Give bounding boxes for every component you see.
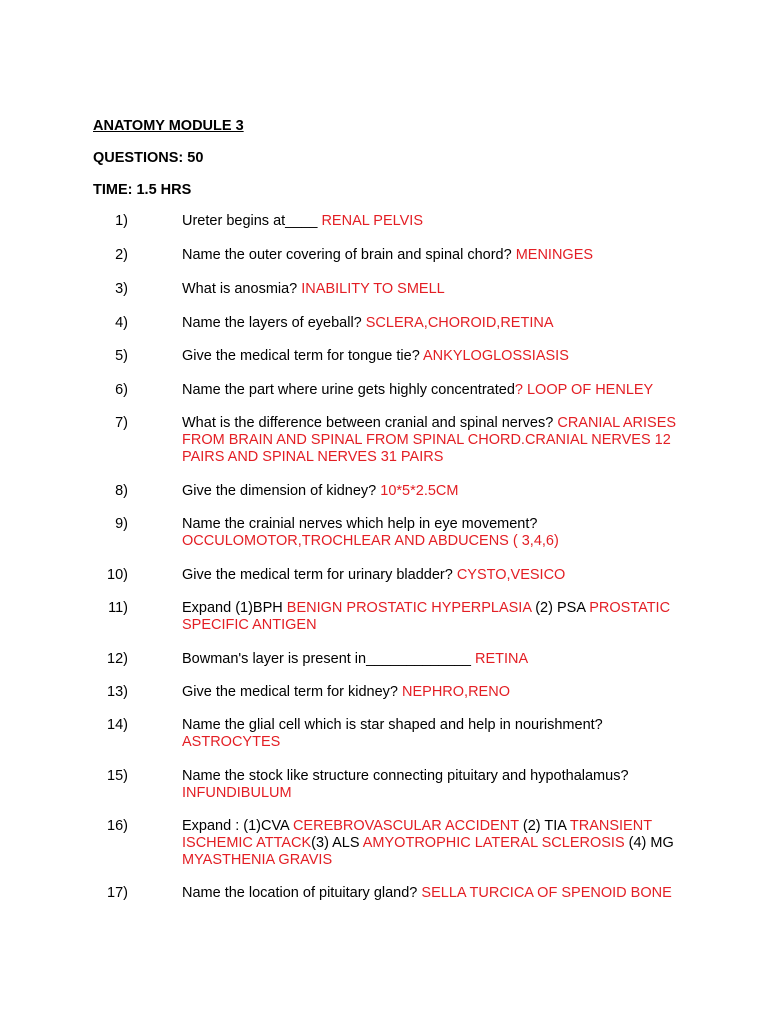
question-number: 15) xyxy=(107,768,128,784)
question-number: 13) xyxy=(107,684,128,700)
answer-text: INFUNDIBULUM xyxy=(182,785,292,801)
answer-text: RETINA xyxy=(474,651,529,667)
answer-text: ANKYLOGLOSSIASIS xyxy=(423,348,569,364)
question-prompt: Name the part where urine gets highly concentrated xyxy=(182,382,515,398)
question-text xyxy=(182,516,702,550)
question-prompt: Expand : (1)CVA xyxy=(182,818,293,834)
question-number: 5) xyxy=(115,348,128,364)
question-number: 6) xyxy=(115,382,128,398)
question-number: 9) xyxy=(115,516,128,532)
answer-text: BENIGN PROSTATIC HYPERPLASIA xyxy=(286,600,532,616)
question-prompt: (4) MG xyxy=(624,835,674,851)
question-prompt: What is the difference between cranial and spinal nerves? xyxy=(182,415,558,431)
answer-text: INABILITY TO SMELL xyxy=(301,281,445,297)
answer-text: SCLERA,CHOROID,RETINA xyxy=(365,315,554,331)
questions-count: QUESTIONS: 50 xyxy=(93,150,204,166)
question-prompt: Expand (1)BPH xyxy=(182,600,287,616)
question-text xyxy=(182,818,702,869)
answer-text: TRANSIENT ISCHEMIC ATTACK xyxy=(182,818,652,851)
question-text xyxy=(182,768,702,802)
question-text xyxy=(182,717,702,751)
question-text xyxy=(182,651,702,668)
question-text xyxy=(182,885,702,902)
question-number: 11) xyxy=(108,600,128,616)
question-prompt: Bowman's layer is present in_____________ xyxy=(182,651,475,667)
question-text xyxy=(182,600,702,634)
question-prompt: Name the layers of eyeball? xyxy=(182,315,366,331)
answer-text: NEPHRO,RENO xyxy=(402,684,510,700)
answer-text: PROSTATIC SPECIFIC ANTIGEN xyxy=(182,600,671,633)
answer-text: AMYOTROPHIC LATERAL SCLEROSIS xyxy=(362,835,625,851)
question-prompt: Give the dimension of kidney? xyxy=(182,483,381,499)
question-prompt: (2) PSA xyxy=(531,600,590,616)
question-prompt: What is anosmia? xyxy=(182,281,302,297)
question-prompt: (2) TIA xyxy=(518,818,570,834)
answer-text: 10*5*2.5CM xyxy=(380,483,459,499)
question-prompt: Name the outer covering of brain and spinal chord? xyxy=(182,247,516,263)
question-prompt: Name the stock like structure connecting pituitary and hypothalamus? xyxy=(182,768,629,784)
answer-text: CYSTO,VESICO xyxy=(456,567,566,583)
answer-text: SELLA TURCICA OF SPENOID BONE xyxy=(421,885,672,901)
time-limit: TIME: 1.5 HRS xyxy=(93,182,192,198)
answer-text: CRANIAL ARISES FROM BRAIN AND SPINAL FROM SPINAL CHORD.CRANIAL NERVES 12 PAIRS AND SPINAL NERVES 31 PAIRS xyxy=(182,415,677,465)
answer-text: MENINGES xyxy=(515,247,594,263)
question-number: 14) xyxy=(107,717,128,733)
question-text xyxy=(182,348,702,365)
question-number: 12) xyxy=(107,651,128,667)
question-number: 1) xyxy=(115,213,128,229)
question-prompt: Give the medical term for kidney? xyxy=(182,684,403,700)
answer-text: RENAL PELVIS xyxy=(321,213,423,229)
question-prompt: Name the crainial nerves which help in eye movement? xyxy=(182,516,538,532)
question-prompt: Give the medical term for tongue tie? xyxy=(182,348,423,364)
question-text xyxy=(182,382,702,399)
question-text xyxy=(182,213,702,230)
question-prompt: Ureter begins at____ xyxy=(182,213,322,229)
question-number: 7) xyxy=(115,415,128,431)
question-number: 4) xyxy=(115,315,128,331)
question-text xyxy=(182,281,702,298)
question-prompt: (3) ALS xyxy=(311,835,363,851)
question-number: 16) xyxy=(107,818,128,834)
question-text xyxy=(182,315,702,332)
answer-text: ASTROCYTES xyxy=(182,734,281,750)
answer-text: OCCULOMOTOR,TROCHLEAR AND ABDUCENS ( 3,4,6) xyxy=(182,533,559,549)
answer-text: MYASTHENIA GRAVIS xyxy=(182,852,333,868)
question-text xyxy=(182,483,702,500)
question-number: 3) xyxy=(115,281,128,297)
question-number: 17) xyxy=(107,885,128,901)
question-text xyxy=(182,567,702,584)
question-text xyxy=(182,684,702,701)
question-text xyxy=(182,415,702,466)
answer-text: CEREBROVASCULAR ACCIDENT xyxy=(292,818,519,834)
question-prompt: Give the medical term for urinary bladder? xyxy=(182,567,457,583)
question-prompt: Name the glial cell which is star shaped and help in nourishment? xyxy=(182,717,603,733)
question-number: 8) xyxy=(115,483,128,499)
question-prompt: Name the location of pituitary gland? xyxy=(182,885,422,901)
document-title: ANATOMY MODULE 3 xyxy=(93,118,244,134)
question-number: 2) xyxy=(115,247,128,263)
question-number: 10) xyxy=(107,567,128,583)
question-text xyxy=(182,247,702,264)
answer-text: ? LOOP OF HENLEY xyxy=(514,382,654,398)
